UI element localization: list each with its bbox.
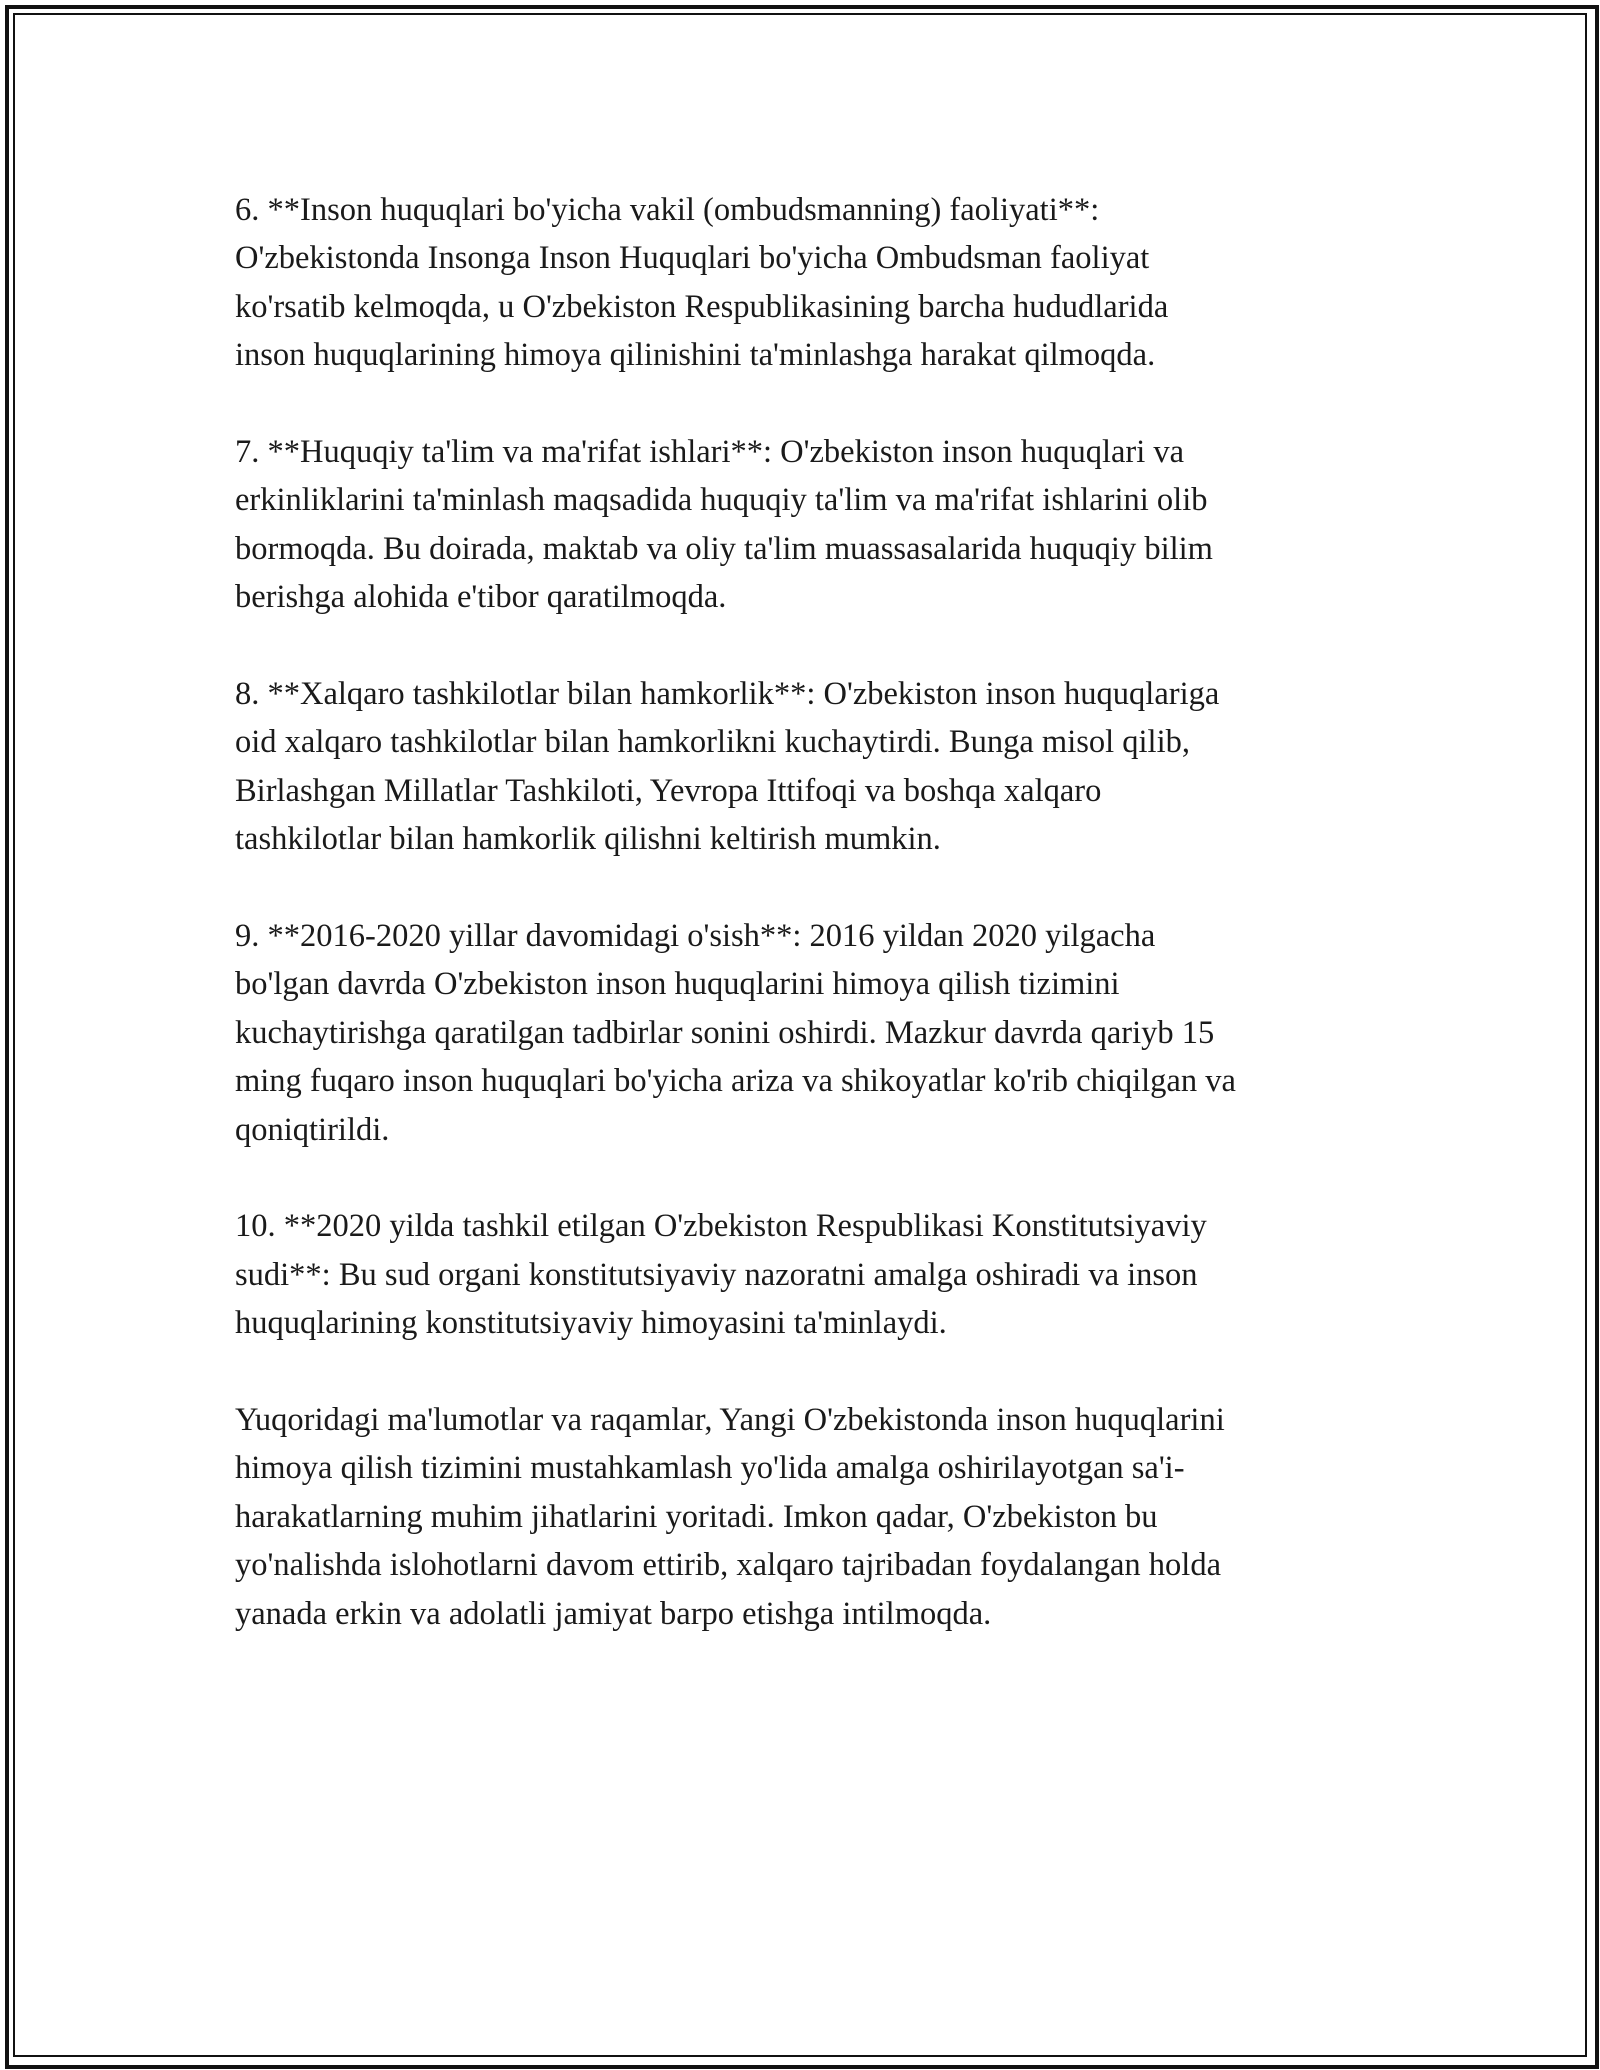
paragraph-item-6: 6. **Inson huquqlari bo'yicha vakil (ombudsmanning) faoliyati**: O'zbekistonda Insonga Inson Huquqlari bo'yicha Ombudsman faoliyat ko'rsatib kelmoqda, u O'zbekiston Respublikasining barcha hududlarida inson huquqlarining himoya qilinishini ta'minlashga harakat qilmoqda. xyxy=(235,192,1169,374)
paragraph-item-9: 9. **2016-2020 yillar davomidagi o'sish**: 2016 yildan 2020 yilgacha bo'lgan davrda O'zbekiston inson huquqlarini himoya qilish tizimini kuchaytirishga qaratilgan tadbirlar sonini oshirdi. Mazkur davrda qariyb 15 ming fuqaro inson huquqlari bo'yicha ariza va shikoyatlar ko'rib chiqilgan va qoniqtirildi. xyxy=(235,918,1236,1148)
paragraph-item-10: 10. **2020 yilda tashkil etilgan O'zbekiston Respublikasi Konstitutsiyaviy sudi**: Bu sud organi konstitutsiyaviy nazoratni amalga oshiradi va inson huquqlarining konstitutsiyaviy himoyasini ta'minlaydi. xyxy=(235,1208,1207,1342)
document-body xyxy=(235,186,1375,1638)
paragraph-item-8: 8. **Xalqaro tashkilotlar bilan hamkorlik**: O'zbekiston inson huquqlariga oid xalqaro tashkilotlar bilan hamkorlikni kuchaytirdi. Bunga misol qilib, Birlashgan Millatlar Tashkiloti, Yevropa Ittifoqi va boshqa xalqaro tashkilotlar bilan hamkorlik qilishni keltirish mumkin. xyxy=(235,676,1220,858)
conclusion-paragraph: Yuqoridagi ma'lumotlar va raqamlar, Yangi O'zbekistonda inson huquqlarini himoya qilish tizimini mustahkamlash yo'lida amalga oshirilayotgan sa'i- harakatlarning muhim jihatlarini yoritadi. Imkon qadar, O'zbekiston bu yo'nalishda islohotlarni davom ettirib, xalqaro tajribadan foydalangan holda yanada erkin va adolatli jamiyat barpo etishga intilmoqda. xyxy=(235,1402,1225,1632)
paragraph-item-7: 7. **Huquqiy ta'lim va ma'rifat ishlari**: O'zbekiston inson huquqlari va erkinliklarini ta'minlash maqsadida huquqiy ta'lim va ma'rifat ishlarini olib bormoqda. Bu doirada, maktab va oliy ta'lim muassasalarida huquqiy bilim berishga alohida e'tibor qaratilmoqda. xyxy=(235,434,1213,616)
